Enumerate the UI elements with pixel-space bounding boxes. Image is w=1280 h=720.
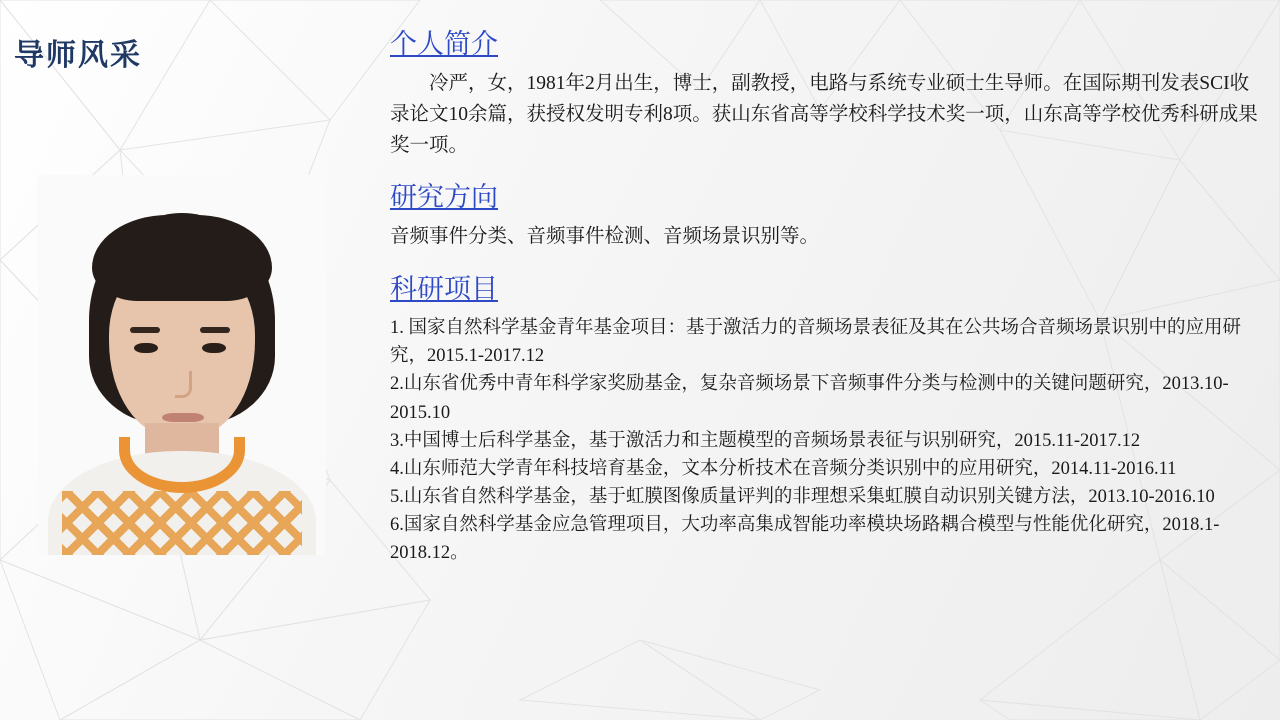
avatar — [38, 175, 326, 555]
fringe-shape — [92, 215, 272, 301]
page-title: 导师风采 — [14, 39, 142, 72]
research-paragraph: 音频事件分类、音频事件检测、音频场景识别等。 — [390, 226, 820, 248]
nose-shape — [175, 371, 192, 398]
eye-left — [134, 343, 158, 353]
section-heading-profile: 个人简介 — [390, 29, 498, 59]
eyebrow-right — [200, 327, 230, 333]
list-item: 6.国家自然科学基金应急管理项目，大功率高集成智能功率模块场路耦合模型与性能优化研究，2018.1-2018.12。 — [390, 514, 1220, 564]
eye-right — [202, 343, 226, 353]
list-item: 2.山东省优秀中青年科学家奖励基金，复杂音频场景下音频事件分类与检测中的关键问题研究，2013.10-2015.10 — [390, 374, 1229, 423]
list-item: 1. 国家自然科学基金青年基金项目：基于激活力的音频场景表征及其在公共场合音频场景识别中的应用研究，2015.1-2017.12 — [390, 318, 1242, 367]
section-heading-projects: 科研项目 — [390, 274, 498, 305]
list-item: 5.山东省自然科学基金，基于虹膜图像质量评判的非理想采集虹膜自动识别关键方法，2013.10-2016.10 — [390, 486, 1215, 507]
eyebrow-left — [130, 327, 160, 333]
section-heading-research: 研究方向 — [390, 182, 498, 213]
content-column — [390, 22, 1268, 567]
garment-pattern — [62, 491, 302, 555]
list-item: 4.山东师范大学青年科技培育基金，文本分析技术在音频分类识别中的应用研究，2014.11-2016.11 — [390, 458, 1177, 479]
project-list — [390, 314, 1268, 567]
profile-paragraph: 冷严，女，1981年2月出生，博士，副教授，电路与系统专业硕士生导师。在国际期刊发表SCI收录论文10余篇，获授权发明专利8项。获山东省高等学校科学技术奖一项，山东高等学校优秀科研成果奖一项。 — [390, 73, 1258, 156]
portrait-illustration — [38, 175, 326, 555]
mouth-shape — [162, 413, 204, 422]
list-item: 3.中国博士后科学基金，基于激活力和主题模型的音频场景表征与识别研究，2015.11-2017.12 — [390, 430, 1141, 451]
